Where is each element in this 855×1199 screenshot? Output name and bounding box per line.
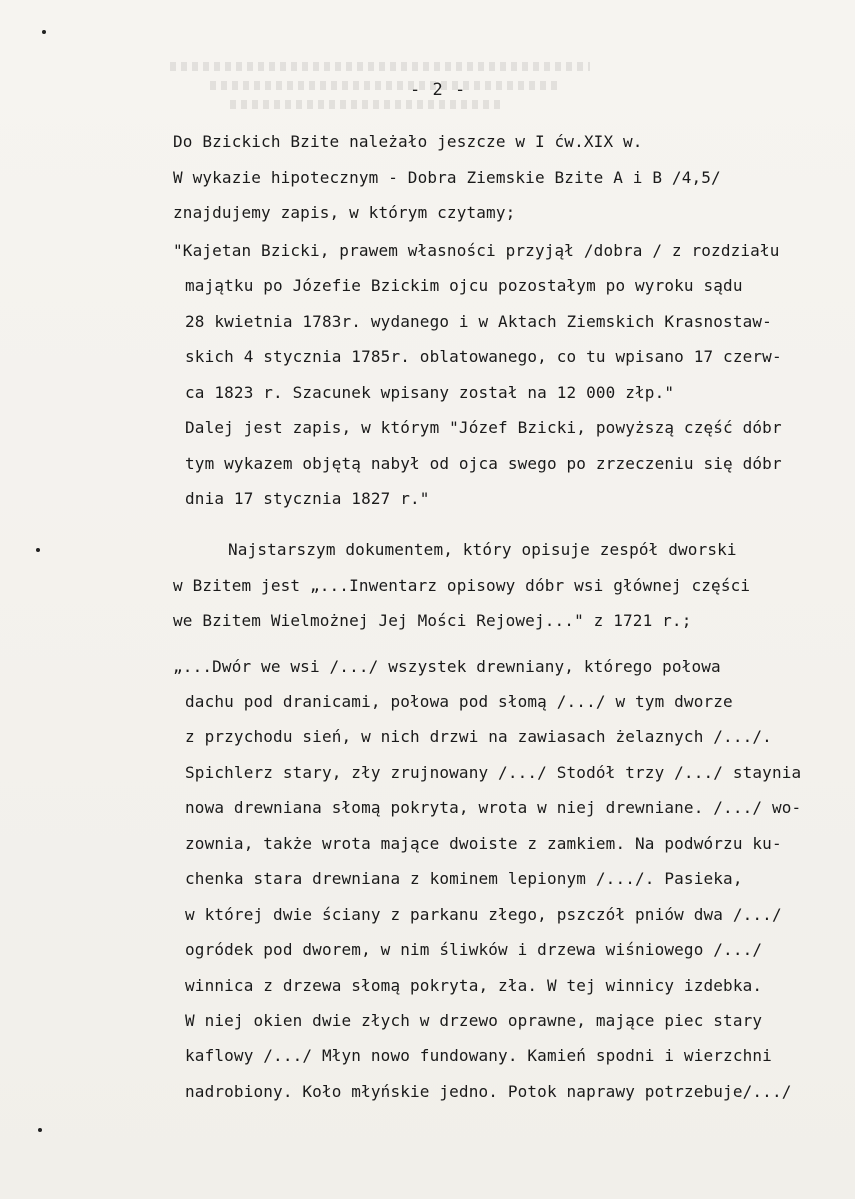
text-line: majątku po Józefie Bzickim ojcu pozostałym po wyroku sądu [185,276,743,295]
text-line: chenka stara drewniana z kominem lepionym /.../. Pasieka, [185,869,743,888]
text-line: „...Dwór we wsi /.../ wszystek drewniany, którego połowa [173,657,721,676]
page-number: - 2 - [410,80,467,100]
text-line: zownia, także wrota mające dwoiste z zamkiem. Na podwórzu ku- [185,834,782,853]
text-line: dachu pod dranicami, połowa pod słomą /.../ w tym dworze [185,692,733,711]
bleed-through-text [170,62,770,122]
text-line: ca 1823 r. Szacunek wpisany został na 12 000 złp." [185,383,675,402]
text-line: winnica z drzewa słomą pokryta, zła. W tej winnicy izdebka. [185,976,763,995]
text-line: w której dwie ściany z parkanu złego, pszczół pniów dwa /.../ [185,905,782,924]
margin-mark [38,1128,42,1132]
text-line: kaflowy /.../ Młyn nowo fundowany. Kamień spodni i wierzchni [185,1046,772,1065]
text-line: ogródek pod dworem, w nim śliwków i drzewa wiśniowego /.../ [185,940,763,959]
text-line: W wykazie hipotecznym - Dobra Ziemskie Bzite A i B /4,5/ [173,168,721,187]
text-line: Do Bzickich Bzite należało jeszcze w I ćw.XIX w. [173,132,643,151]
text-line: "Kajetan Bzicki, prawem własności przyjął /dobra / z rozdziału [173,241,780,260]
text-line: Spichlerz stary, zły zrujnowany /.../ Stodół trzy /.../ staynia [185,763,802,782]
text-line: W niej okien dwie złych w drzewo oprawne, mające piec stary [185,1011,763,1030]
text-line: we Bzitem Wielmożnej Jej Mości Rejowej..." z 1721 r.; [173,611,692,630]
text-line: nowa drewniana słomą pokryta, wrota w niej drewniane. /.../ wo- [185,798,802,817]
margin-mark [42,30,46,34]
text-line: znajdujemy zapis, w którym czytamy; [173,203,516,222]
text-line: 28 kwietnia 1783r. wydanego i w Aktach Ziemskich Krasnostaw- [185,312,772,331]
text-line: z przychodu sień, w nich drzwi na zawiasach żelaznych /.../. [185,727,772,746]
text-line: dnia 17 stycznia 1827 r." [185,489,430,508]
text-line: w Bzitem jest „...Inwentarz opisowy dóbr wsi głównej części [173,576,751,595]
text-line: skich 4 stycznia 1785r. oblatowanego, co tu wpisano 17 czerw- [185,347,782,366]
text-line: Dalej jest zapis, w którym "Józef Bzicki, powyższą część dóbr [185,418,782,437]
margin-mark [36,548,40,552]
text-line: nadrobiony. Koło młyńskie jedno. Potok naprawy potrzebuje/.../ [185,1082,792,1101]
text-line: tym wykazem objętą nabył od ojca swego po zrzeczeniu się dóbr [185,454,782,473]
text-line: Najstarszym dokumentem, który opisuje zespół dworski [228,540,737,559]
